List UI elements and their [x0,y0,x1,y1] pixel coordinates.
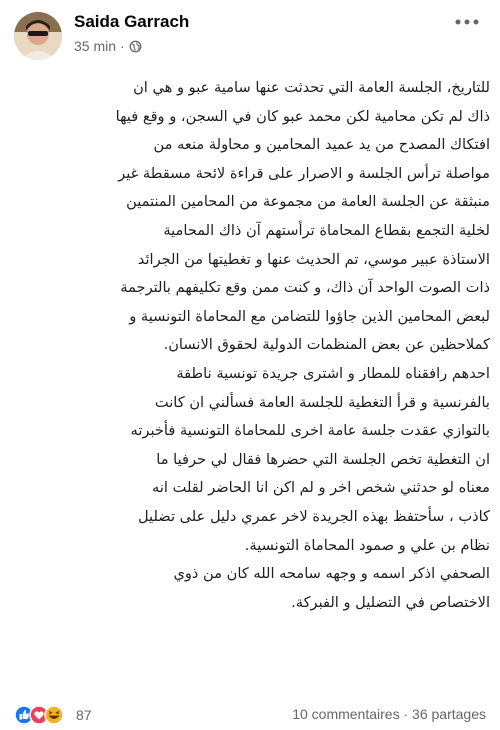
post-body [12,74,490,617]
author-name[interactable]: Saida Garrach [74,12,190,31]
haha-reaction-icon [45,706,63,724]
post-body-line: الاستاذة عبير موسي، تم الحديث عنها و تغطيتها من الجرائد [137,250,490,268]
more-options-button[interactable] [452,12,482,32]
comments-link[interactable]: 10 commentaires [292,706,400,722]
post-body-line: بالتوازي عقدت جلسة عامة اخرى للمحاماة التونسية فأخبرته [130,422,490,440]
post-body-line: كاذب ، سأحتفظ بهذه الجريدة لاخر عمري دليل على تضليل [138,507,490,525]
post-body-line: الصحفي اذكر اسمه و وجهه سامحه الله كان من ذوي [173,565,490,583]
avatar-image [14,12,62,60]
meta-separator: · [120,38,125,54]
post-time[interactable]: 35 min [74,38,117,54]
stats-separator: · [399,706,413,722]
post-footer [0,700,500,730]
post-meta [74,38,142,54]
post-body-line: كملاحظين عن بعض المنظمات الدولية لحقوق الانسان. [163,336,490,354]
post-body-line: مواصلة ترأس الجلسة و الاصرار على قراءة لائحة مسقطة غير [118,164,490,182]
more-options-icon [455,19,479,25]
post-body-line: بالفرنسية و قرأ التغطية للجلسة العامة فسألني ان كانت [154,393,490,411]
post-body-line: ذاك لم تكن محامية لكن محمد عبو كان في السجن، و وقع فيها [115,107,490,125]
post-body-line: لخلية التجمع بقطاع المحاماة ترأستهم آن ذاك المحامية [163,221,490,239]
post-header [0,0,500,72]
post-body-line: للتاريخ، الجلسة العامة التي تحدثت عنها سامية عبو و هي ان [133,79,490,96]
globe-icon [129,40,142,53]
post-body-line: ذات الصوت الواحد آن ذاك، و كنت ممن وقع تكليفهم بالترجمة [120,279,490,297]
post-body-line: احدهم رافقناه للمطار و اشترى جريدة تونسية ناطقة [176,364,490,382]
reaction-icons [14,705,70,725]
post-body-line: افتكاك المصدح من يد عميد المحامين و محاولة منعه من [153,136,490,154]
reactions-summary[interactable] [14,705,92,725]
post-body-line: منبثقة عن الجلسة العامة من مجموعة من المحامين المنتمين [126,193,490,211]
post-body-line: لبعض المحامين الذين جاؤوا للتضامن مع المحاماة التونسية و [129,307,490,325]
reaction-count: 87 [76,707,92,723]
post-body-line: ان التغطية تخص الجلسة التي حضرها فقال لي حرفيا ما [156,450,490,468]
shares-link[interactable]: 36 partages [412,706,486,722]
post-body-line: نظام بن علي و صمود المحاماة التونسية. [244,536,490,554]
avatar[interactable] [14,12,62,60]
post-body-line: معناه لو حدثني شخص اخر و لم اكن انا الحاضر لقلت انه [152,479,490,497]
engagement-stats [292,706,486,722]
post-body-line: الاختصاص في التضليل و الفبركة. [291,593,490,611]
